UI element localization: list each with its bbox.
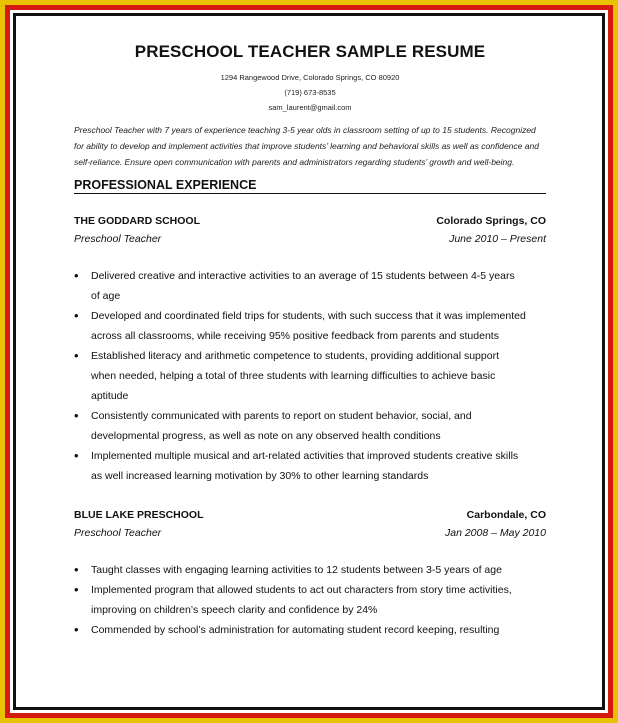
job-bullet-list xyxy=(74,266,546,486)
bullet-item: • Established literacy and arithmetic competence to students, providing additional support when needed, helping a total of three students with learning difficulties to achieve basic aptitude xyxy=(74,346,546,406)
job-entry xyxy=(74,506,546,640)
job-header-row xyxy=(74,506,546,524)
resume-document xyxy=(13,13,605,710)
job-role: Preschool Teacher xyxy=(74,527,162,539)
contact-address: 1294 Rangewood Drive, Colorado Springs, CO 80920 xyxy=(220,73,400,82)
resume-title: PRESCHOOL TEACHER SAMPLE RESUME xyxy=(134,42,486,61)
job-dates: Jan 2008 – May 2010 xyxy=(445,527,546,539)
bullet-item: • Consistently communicated with parents to report on student behavior, social, and developmental progress, as well as note on any observed health conditions xyxy=(74,406,546,446)
professional-summary: Preschool Teacher with 7 years of experience teaching 3-5 year olds in classroom setting of up to 15 students. Recognized for ability to develop and implement activities that improve students’ learning and behavioral skills as well as confidence and self-reliance. Ensure open communication with parents and administrators regarding students’ growth and well-being. xyxy=(74,125,539,167)
contact-phone: (719) 673-8535 xyxy=(284,88,336,97)
contact-email: sam_laurent@gmail.com xyxy=(268,103,352,112)
job-role: Preschool Teacher xyxy=(74,233,162,245)
job-entry xyxy=(74,212,546,486)
bullet-item: • Implemented program that allowed students to act out characters from story time activities, improving on children’s speech clarity and confidence by 24% xyxy=(74,580,546,620)
bullet-item: • Implemented multiple musical and art-related activities that improved students creative skills as well increased learning motivation by 30% to other learning standards xyxy=(74,446,546,486)
job-employer: BLUE LAKE PRESCHOOL xyxy=(74,509,204,521)
bullet-item: • Commended by school’s administration for automating student record keeping, resulting xyxy=(74,620,546,640)
section-heading-experience: PROFESSIONAL EXPERIENCE xyxy=(74,178,546,194)
bullet-item: • Developed and coordinated field trips for students, with such success that it was implemented across all classrooms, while receiving 95% positive feedback from parents and students xyxy=(74,306,546,346)
job-header-row xyxy=(74,212,546,230)
job-location: Carbondale, CO xyxy=(466,509,546,521)
bullet-item: • Delivered creative and interactive activities to an average of 15 students between 4-5 years of age xyxy=(74,266,546,306)
job-dates: June 2010 – Present xyxy=(449,233,546,245)
bullet-item: • Taught classes with engaging learning activities to 12 students between 3-5 years of age xyxy=(74,560,546,580)
resume-page xyxy=(74,40,546,640)
job-employer: THE GODDARD SCHOOL xyxy=(74,215,200,227)
job-role-row xyxy=(74,524,546,542)
job-role-row xyxy=(74,230,546,248)
job-location: Colorado Springs, CO xyxy=(436,215,546,227)
job-bullet-list xyxy=(74,560,546,640)
